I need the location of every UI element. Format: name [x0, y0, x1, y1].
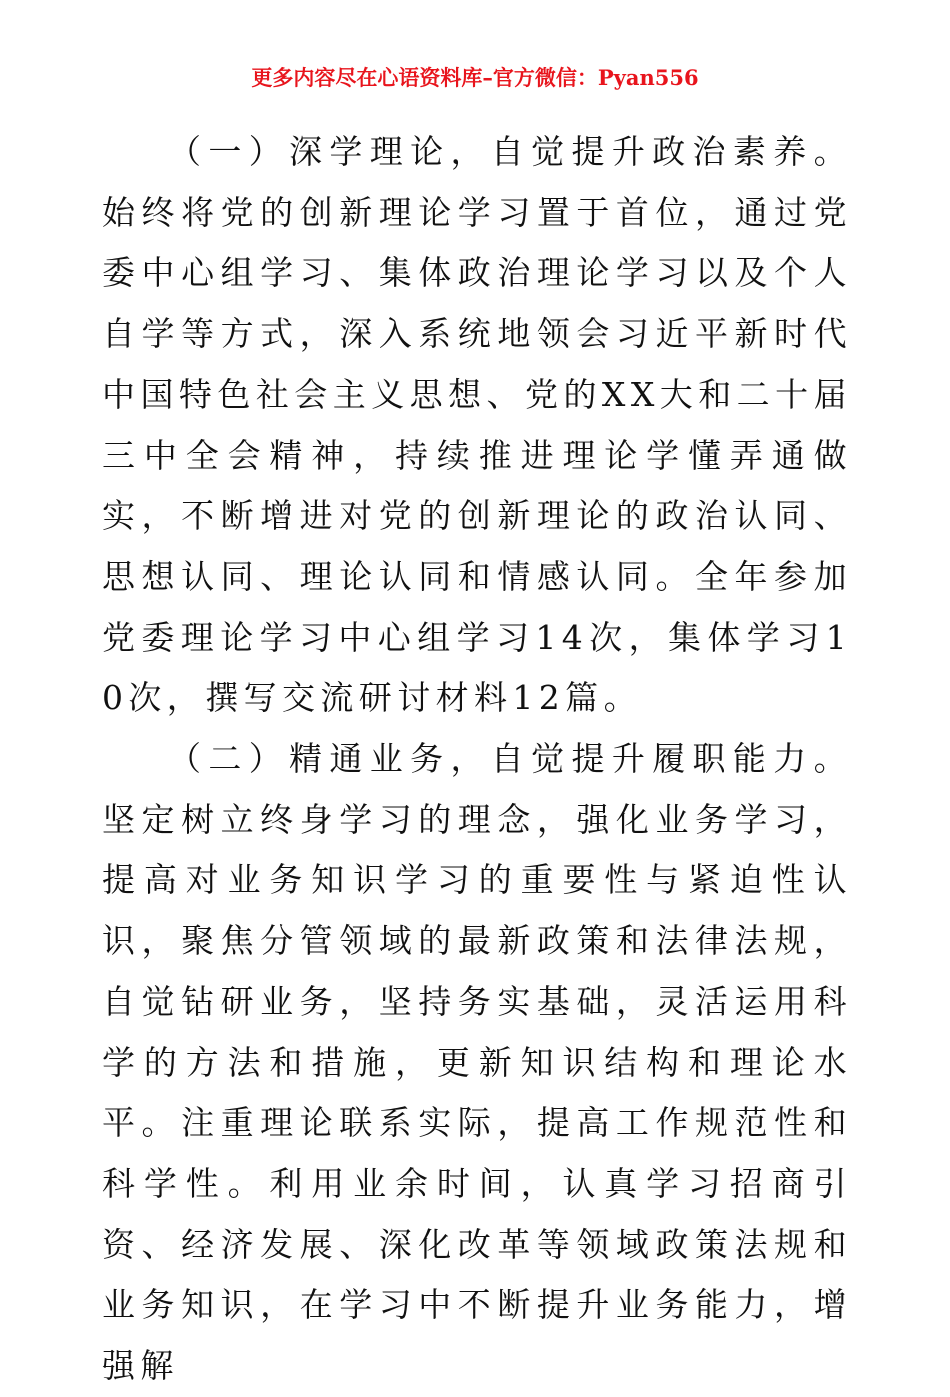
header-wechat-text: 官方微信：Pyan556	[492, 65, 699, 90]
paragraph-business-skills: （二）精通业务，自觉提升履职能力。坚定树立终身学习的理念，强化业务学习，提高对业务知识学习的重要性与紧迫性认识，聚焦分管领域的最新政策和法律法规，自觉钻研业务，坚持务实基础，灵活运用科学的方法和措施，更新知识结构和理论水平。注重理论联系实际，提高工作规范性和科学性。利用业余时间，认真学习招商引资、经济发展、深化改革等领域政策法规和业务知识，在学习中不断提升业务能力，增强解	[102, 739, 852, 1386]
header-separator: –	[482, 65, 493, 90]
header-library-text: 更多内容尽在心语资料库	[251, 65, 483, 90]
paragraph-theory-study: （一）深学理论，自觉提升政治素养。始终将党的创新理论学习置于首位，通过党委中心组学习、集体政治理论学习以及个人自学等方式，深入系统地领会习近平新时代中国特色社会主义思想、党的XX大和二十届三中全会精神，持续推进理论学懂弄通做实，不断增进对党的创新理论的政治认同、思想认同、理论认同和情感认同。全年参加党委理论学习中心组学习14次，集体学习10次，撰写交流研讨材料12篇。	[102, 132, 852, 718]
document-body	[102, 122, 852, 1397]
watermark-header	[0, 64, 950, 92]
